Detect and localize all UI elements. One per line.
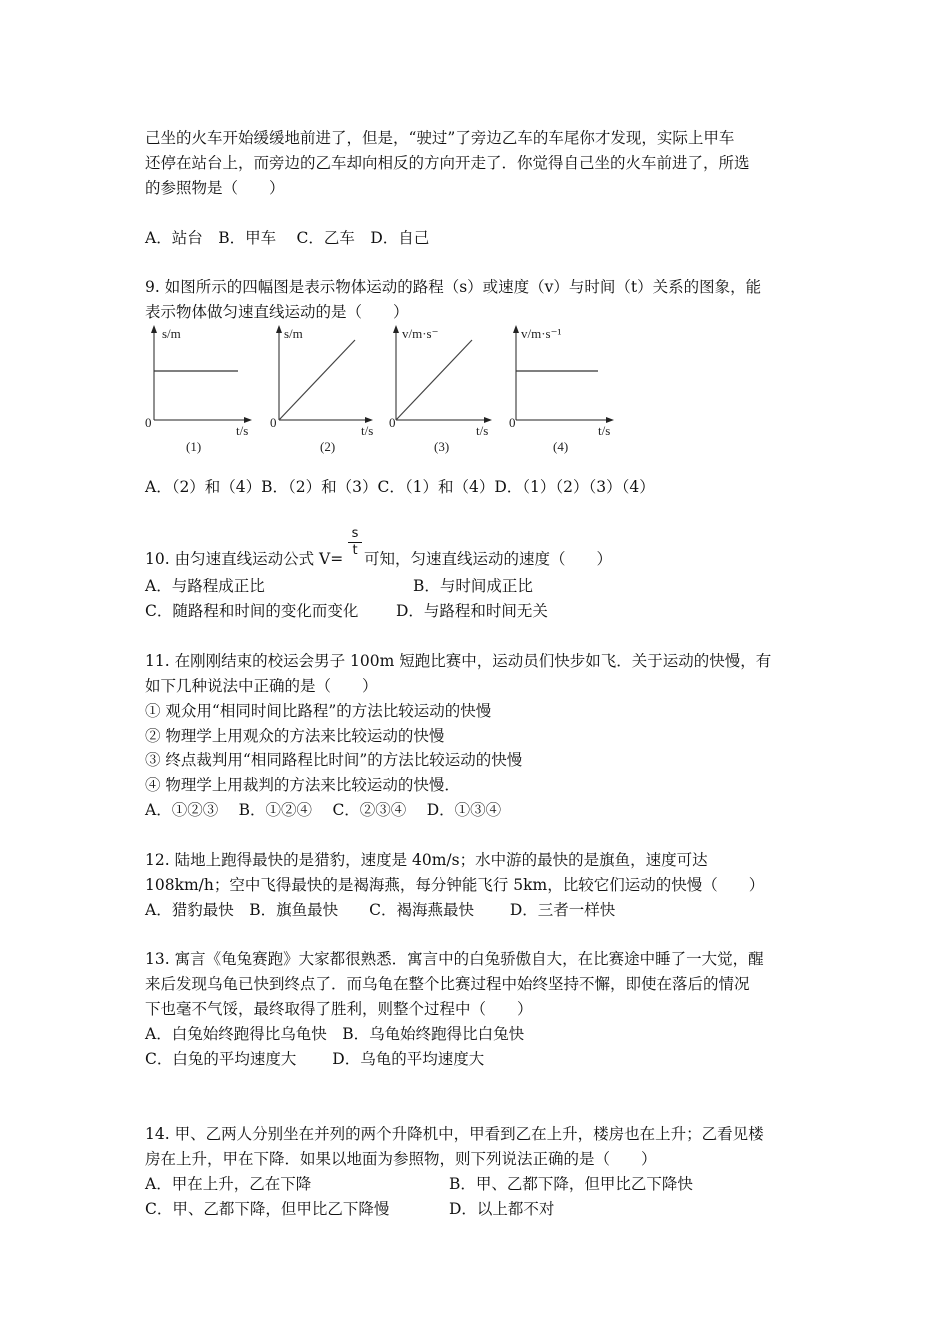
q10-option-b: B．与时间成正比 (413, 577, 533, 595)
q10-stem-before: 10. 由匀速直线运动公式 V= (145, 550, 344, 568)
q8-options: A．站台 B．甲车 C．乙车 D．自己 (145, 229, 430, 247)
q14-option-d: D．以上都不对 (449, 1200, 555, 1218)
q8-text-line-1: 己坐的火车开始缓缓地前进了，但是，“驶过”了旁边乙车的车尾你才发现，实际上甲车 (145, 129, 735, 147)
q9-graph-3-caption: (3) (434, 439, 450, 454)
q9-graph-1-origin: 0 (145, 415, 152, 430)
q9-graph-4-xlabel: t/s (598, 423, 611, 438)
q10-option-c: C．随路程和时间的变化而变化 (145, 602, 359, 620)
q10-option-a: A．与路程成正比 (145, 577, 265, 595)
q10-fraction-denominator: t (352, 543, 358, 558)
q11-options: A．①②③ B．①②④ C．②③④ D．①③④ (145, 801, 502, 819)
q9-graph-2-origin: 0 (270, 415, 277, 430)
q9-graph-3-origin: 0 (389, 415, 396, 430)
q13-text-line-3: 下也毫不气馁，最终取得了胜利，则整个过程中（ ） (145, 1000, 533, 1018)
q11-statement-3: ③ 终点裁判用“相同路程比时间”的方法比较运动的快慢 (145, 751, 523, 769)
q11-statement-1: ① 观众用“相同时间比路程”的方法比较运动的快慢 (145, 702, 492, 720)
q11-statement-4: ④ 物理学上用裁判的方法来比较运动的快慢． (145, 776, 460, 794)
q11-text-line-2: 如下几种说法中正确的是（ ） (145, 677, 378, 695)
q9-graph-4-origin: 0 (509, 415, 516, 430)
q10-formula-fraction (348, 527, 362, 558)
q14-text-line-2: 房在上升，甲在下降．如果以地面为参照物，则下列说法正确的是（ ） (145, 1150, 657, 1168)
q14-option-a: A．甲在上升，乙在下降 (145, 1175, 312, 1193)
q9-graph-3-line (396, 340, 472, 420)
q11-statement-2: ② 物理学上用观众的方法来比较运动的快慢 (145, 727, 445, 745)
q9-graph-2-ylabel: s/m (284, 326, 303, 341)
q9-graph-1-ylabel: s/m (162, 326, 181, 341)
q9-graph-2 (265, 323, 390, 463)
q9-graph-4-ylabel: v/m·s⁻¹ (521, 326, 562, 341)
q9-graph-3-ylabel: v/m·s⁻ (402, 326, 439, 341)
q9-graph-4-caption: (4) (553, 439, 569, 454)
q9-graph-2-caption: (2) (320, 439, 336, 454)
q9-graph-3-xlabel: t/s (476, 423, 489, 438)
q14-option-b: B．甲、乙都下降，但甲比乙下降快 (449, 1175, 693, 1193)
q9-graph-2-xlabel: t/s (361, 423, 374, 438)
q14-option-c: C．甲、乙都下降，但甲比乙下降慢 (145, 1200, 390, 1218)
q9-graph-4 (502, 323, 627, 463)
q9-text-line-1: 9. 如图所示的四幅图是表示物体运动的路程（s）或速度（v）与时间（t）关系的图象，能 (145, 278, 762, 296)
q8-text-line-3: 的参照物是（ ） (145, 179, 285, 197)
q9-options: A．（2）和（4）B．（2）和（3）C．（1）和（4）D．（1）（2）（3）（4） (145, 478, 655, 496)
q8-text-line-2: 还停在站台上，而旁边的乙车却向相反的方向开走了．你觉得自己坐的火车前进了，所选 (145, 154, 750, 172)
q10-option-d: D．与路程和时间无关 (396, 602, 548, 620)
q9-graph-1-xlabel: t/s (236, 423, 249, 438)
q12-text-line-1: 12. 陆地上跑得最快的是猎豹，速度是 40m/s；水中游的最快的是旗鱼，速度可达 (145, 851, 708, 869)
q9-graph-2-line (279, 340, 355, 420)
q10-stem-after: 可知，匀速直线运动的速度（ ） (364, 550, 613, 568)
q9-graph-3 (382, 323, 507, 463)
q11-text-line-1: 11. 在刚刚结束的校运会男子 100m 短跑比赛中，运动员们快步如飞．关于运动的快慢，有 (145, 652, 772, 670)
q13-text-line-2: 来后发现乌龟已快到终点了．而乌龟在整个比赛过程中始终坚持不懈，即使在落后的情况 (145, 975, 750, 993)
q13-options-cd: C．白兔的平均速度大 D．乌龟的平均速度大 (145, 1050, 485, 1068)
q12-text-line-2: 108km/h；空中飞得最快的是褐海燕，每分钟能飞行 5km，比较它们运动的快慢（ ） (145, 876, 765, 894)
q9-graph-1-caption: (1) (186, 439, 202, 454)
q14-text-line-1: 14. 甲、乙两人分别坐在并列的两个升降机中，甲看到乙在上升，楼房也在上升；乙看见楼 (145, 1125, 764, 1143)
q10-fraction-numerator: s (351, 526, 359, 541)
q13-text-line-1: 13. 寓言《龟兔赛跑》大家都很熟悉．寓言中的白兔骄傲自大，在比赛途中睡了一大觉，醒 (145, 950, 764, 968)
q12-options: A．猎豹最快 B．旗鱼最快 C．褐海燕最快 D．三者一样快 (145, 901, 616, 919)
q13-options-ab: A．白兔始终跑得比乌龟快 B．乌龟始终跑得比白兔快 (145, 1025, 525, 1043)
q9-text-line-2: 表示物体做匀速直线运动的是（ ） (145, 303, 409, 321)
q9-graph-1 (140, 323, 265, 463)
